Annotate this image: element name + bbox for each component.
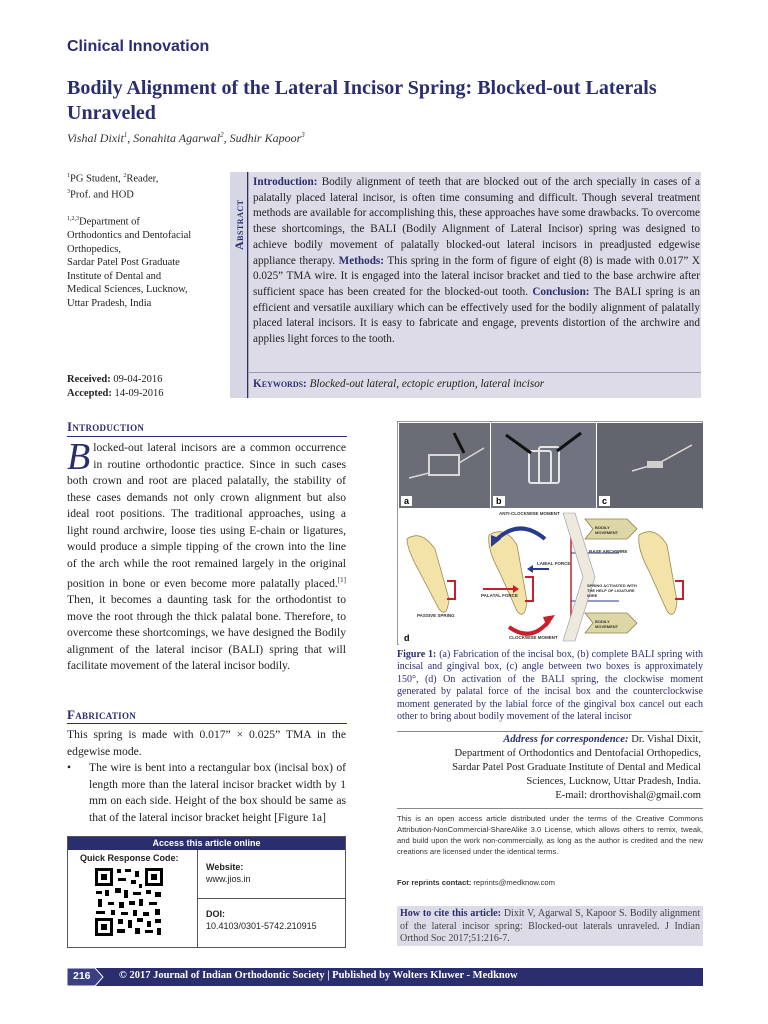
- footer-bar: [67, 968, 703, 986]
- correspondence-line: Sciences, Lucknow, Uttar Pradesh, India.: [526, 776, 701, 787]
- citation-ref[interactable]: [1]: [337, 576, 346, 584]
- diagram-label: ANTI-CLOCKWISE MOMENT: [499, 511, 560, 516]
- intro-text: Then, it becomes a daunting task for the orthodontist to move the root through the thick palatal bone. Therefore, to overcome these shortcomings, we have designed the Bodily alignment of the lateral incisor (BALI) spring that will facilitate movement of the lateral incisor bodily.: [67, 593, 346, 673]
- introduction-heading: Introduction: [67, 419, 145, 434]
- diagram-label: CLOCKWISE MOMENT: [509, 635, 558, 640]
- affil-text: Orthodontics and Dentofacial: [67, 230, 192, 241]
- author-list: Vishal Dixit$^1$, Sonahita Agarwal$^2$, Sudhir Kapoor$^3$: [67, 131, 305, 145]
- received-date: 09-04-2016: [113, 374, 163, 385]
- caption-label: Figure 1:: [397, 649, 437, 660]
- received-label: Received:: [67, 374, 111, 385]
- abstract-intro-text: Bodily alignment of teeth that are blocked out of the arch specially in cases of a palatally placed lateral incisor, is often time consuming and difficult. Though several treatment methods are available for accomplishing this, these approaches have some drawbacks. To overcome these shortcomings, the BALI (Bodily Alignment of Lateral Incisor) spring was designed to achieve bodily movement of palatally blocked-out lateral incisors in preadjusted edgewise appliance therapy.: [253, 176, 701, 267]
- accepted-label: Accepted:: [67, 387, 112, 399]
- dropcap: B: [67, 436, 91, 478]
- doi-label: DOI:: [206, 909, 225, 919]
- figure-caption: [397, 649, 703, 723]
- open-access-notice: This is an open access article distributed under the terms of the Creative Commons Attribution-NonCommercial-ShareAlike 3.0 License, which allows others to remix, tweak, and build upon the work non-commercially, as long as the author is credited and the new creations are licensed under the identical terms.: [397, 814, 703, 856]
- correspondence-email[interactable]: E-mail: drorthovishal@gmail.com: [555, 790, 701, 801]
- figure-panel-b: [491, 423, 596, 508]
- affil-text: Orthopedics,: [67, 243, 121, 255]
- figure-1: [397, 421, 703, 645]
- footer-text: © 2017 Journal of Indian Orthodontic Society | Published by Wolters Kluwer - Medknow: [119, 970, 518, 981]
- abstract-conclusion-text: The BALI spring is an efficient and versatile auxiliary which can be effectively used for the bodily alignment of palatally placed lateral incisors. It is easy to fabricate and engage, prevents distortion of the archwire and applies light forces to the tooth.: [253, 285, 701, 346]
- how-to-cite: [400, 908, 700, 946]
- author-name: Vishal Dixit: [67, 131, 124, 145]
- section-label: Clinical Innovation: [67, 38, 210, 55]
- affil-text: Sardar Patel Post Graduate: [67, 257, 180, 268]
- keywords-label: Keywords:: [253, 378, 307, 390]
- author-name: Sudhir Kapoor: [229, 131, 302, 145]
- keywords-text: Blocked-out lateral, ectopic eruption, lateral incisor: [309, 378, 545, 390]
- website-label: Website:: [206, 862, 244, 872]
- introduction-body: [67, 436, 346, 675]
- author-sup: 1: [123, 131, 128, 139]
- affil-text: PG Student,: [70, 173, 124, 185]
- abstract-conclusion-label: Conclusion:: [532, 285, 590, 298]
- correspondence-line: Sardar Patel Post Graduate Institute of Dental and Medical: [452, 762, 701, 773]
- abstract-body: [253, 175, 700, 348]
- reprints-contact: [397, 877, 703, 888]
- correspondence-label: Address for correspondence:: [503, 734, 629, 745]
- abstract-tab: [230, 172, 248, 398]
- diagram-label: BODILY MOVEMENT: [595, 619, 619, 629]
- website-link[interactable]: www.jios.in: [206, 874, 251, 884]
- affil-sup: 3: [67, 189, 70, 195]
- access-article-box: [67, 836, 346, 948]
- abstract-methods-label: Methods:: [338, 254, 385, 267]
- panel-label: c: [599, 496, 610, 506]
- author-sup: 2: [220, 131, 224, 139]
- cite-label: How to cite this article:: [400, 908, 501, 919]
- affil-text: Medical Sciences, Lucknow,: [67, 284, 188, 295]
- access-header: Access this article online: [68, 837, 345, 850]
- diagram-label: PALATAL FORCE: [481, 593, 518, 598]
- doi-link[interactable]: 10.4103/0301-5742.210915: [206, 921, 317, 931]
- correspondence: [397, 733, 701, 803]
- abstract-methods-text: This spring in the form of figure of eight (8) is made with 0.017” X 0.025” TMA wire. It is engaged into the lateral incisor bracket and tied to the base archwire after sufficient space has been created for the blocked-out tooth.: [253, 254, 700, 298]
- diagram-label: PASSIVE SPRING: [417, 613, 455, 618]
- keywords: [253, 377, 700, 393]
- diagram-label: LABIAL FORCE: [537, 561, 571, 566]
- cite-text: Dixit V, Agarwal S, Kapoor S. Bodily alignment of the lateral incisor spring: Blocked-out laterals unraveled. J Indian Orthod Soc 2017;51:216-7.: [400, 908, 701, 945]
- affil-sup: 2: [123, 173, 127, 179]
- correspondence-line: Department of Orthodontics and Dentofacial Orthopedics,: [454, 748, 701, 759]
- affil-sup: 1,2,3: [67, 216, 79, 222]
- fabrication-item: The wire is bent into a rectangular box (incisal box) of length more than the lateral incisor bracket width by 1 mm on each side. Height of the box should be same as that of the lateral incisor bracket height [Figure 1a]: [89, 761, 346, 824]
- abstract-tab-label: Abstract: [232, 199, 246, 250]
- qr-label: Quick Response Code:: [80, 853, 179, 863]
- panel-label: d: [401, 633, 413, 643]
- diagram-label: BODILY MOVEMENT: [595, 525, 619, 535]
- diagram-label: SPRING ACTIVATED WITH THE HELP OF LIGATURE WIRE: [587, 583, 637, 598]
- page-number: 216: [73, 970, 91, 982]
- fabrication-heading: Fabrication: [67, 707, 137, 722]
- panel-label: a: [401, 496, 412, 506]
- figure-panel-a: [399, 423, 490, 508]
- reprints-label: For reprints contact:: [397, 878, 472, 887]
- affil-text: Prof. and HOD: [70, 189, 134, 201]
- diagram-label: BASE ARCHWIRE: [589, 549, 628, 554]
- bullet: •: [67, 761, 72, 774]
- figure-panel-d: [399, 509, 703, 645]
- abstract-intro-label: Introduction:: [253, 176, 318, 188]
- accepted-date: 14-09-2016: [114, 387, 164, 399]
- affil-text: Reader,: [126, 173, 159, 185]
- article-title: Bodily Alignment of the Lateral Incisor Spring: Blocked-out Laterals Unraveled: [67, 77, 657, 124]
- affil-text: Department of: [79, 216, 140, 228]
- caption-text: (a) Fabrication of the incisal box, (b) complete BALI spring with incisal and gingival box, (c) angle between two boxes is approximately 150°, (d) On activation of the BALI spring, the clockwise moment generated by palatal force of the incisal box and the counterclockwise moment generated by the labial force of the gingival box cancel out each other to bring about bodily movement of the lateral incisor: [397, 649, 703, 723]
- qr-code-icon[interactable]: [93, 866, 165, 938]
- fabrication-body: [67, 727, 346, 826]
- affil-text: Uttar Pradesh, India: [67, 297, 152, 309]
- affil-text: Institute of Dental and: [67, 270, 162, 282]
- fabrication-text: This spring is made with 0.017” × 0.025” TMA in the edgewise mode.: [67, 728, 346, 758]
- how-to-cite-box: [397, 906, 703, 946]
- intro-text: locked-out lateral incisors are a common occurrence in routine orthodontic practice. Since in such cases both crown and root are placed palatally, the stability of these cases demands not only crown alignment but also ideal root positions. The traditional approaches, using a light round archwire, loose ties using E-chain or ligatures, would produce a simple tipping of the crown into the line of the arch while the root remained largely in the original position in bone or even become more palatally placed.: [67, 441, 346, 590]
- figure-panel-c: [597, 423, 703, 508]
- correspondence-name: Dr. Vishal Dixit,: [631, 734, 701, 745]
- article-dates: [67, 373, 227, 400]
- reprints-email[interactable]: reprints@medknow.com: [473, 878, 555, 887]
- affiliations: [67, 170, 227, 310]
- author-sup: 3: [301, 131, 305, 139]
- abstract-box: [248, 172, 701, 398]
- author-name: Sonahita Agarwal: [133, 131, 221, 145]
- panel-label: b: [493, 496, 505, 506]
- affil-sup: 1: [67, 173, 70, 179]
